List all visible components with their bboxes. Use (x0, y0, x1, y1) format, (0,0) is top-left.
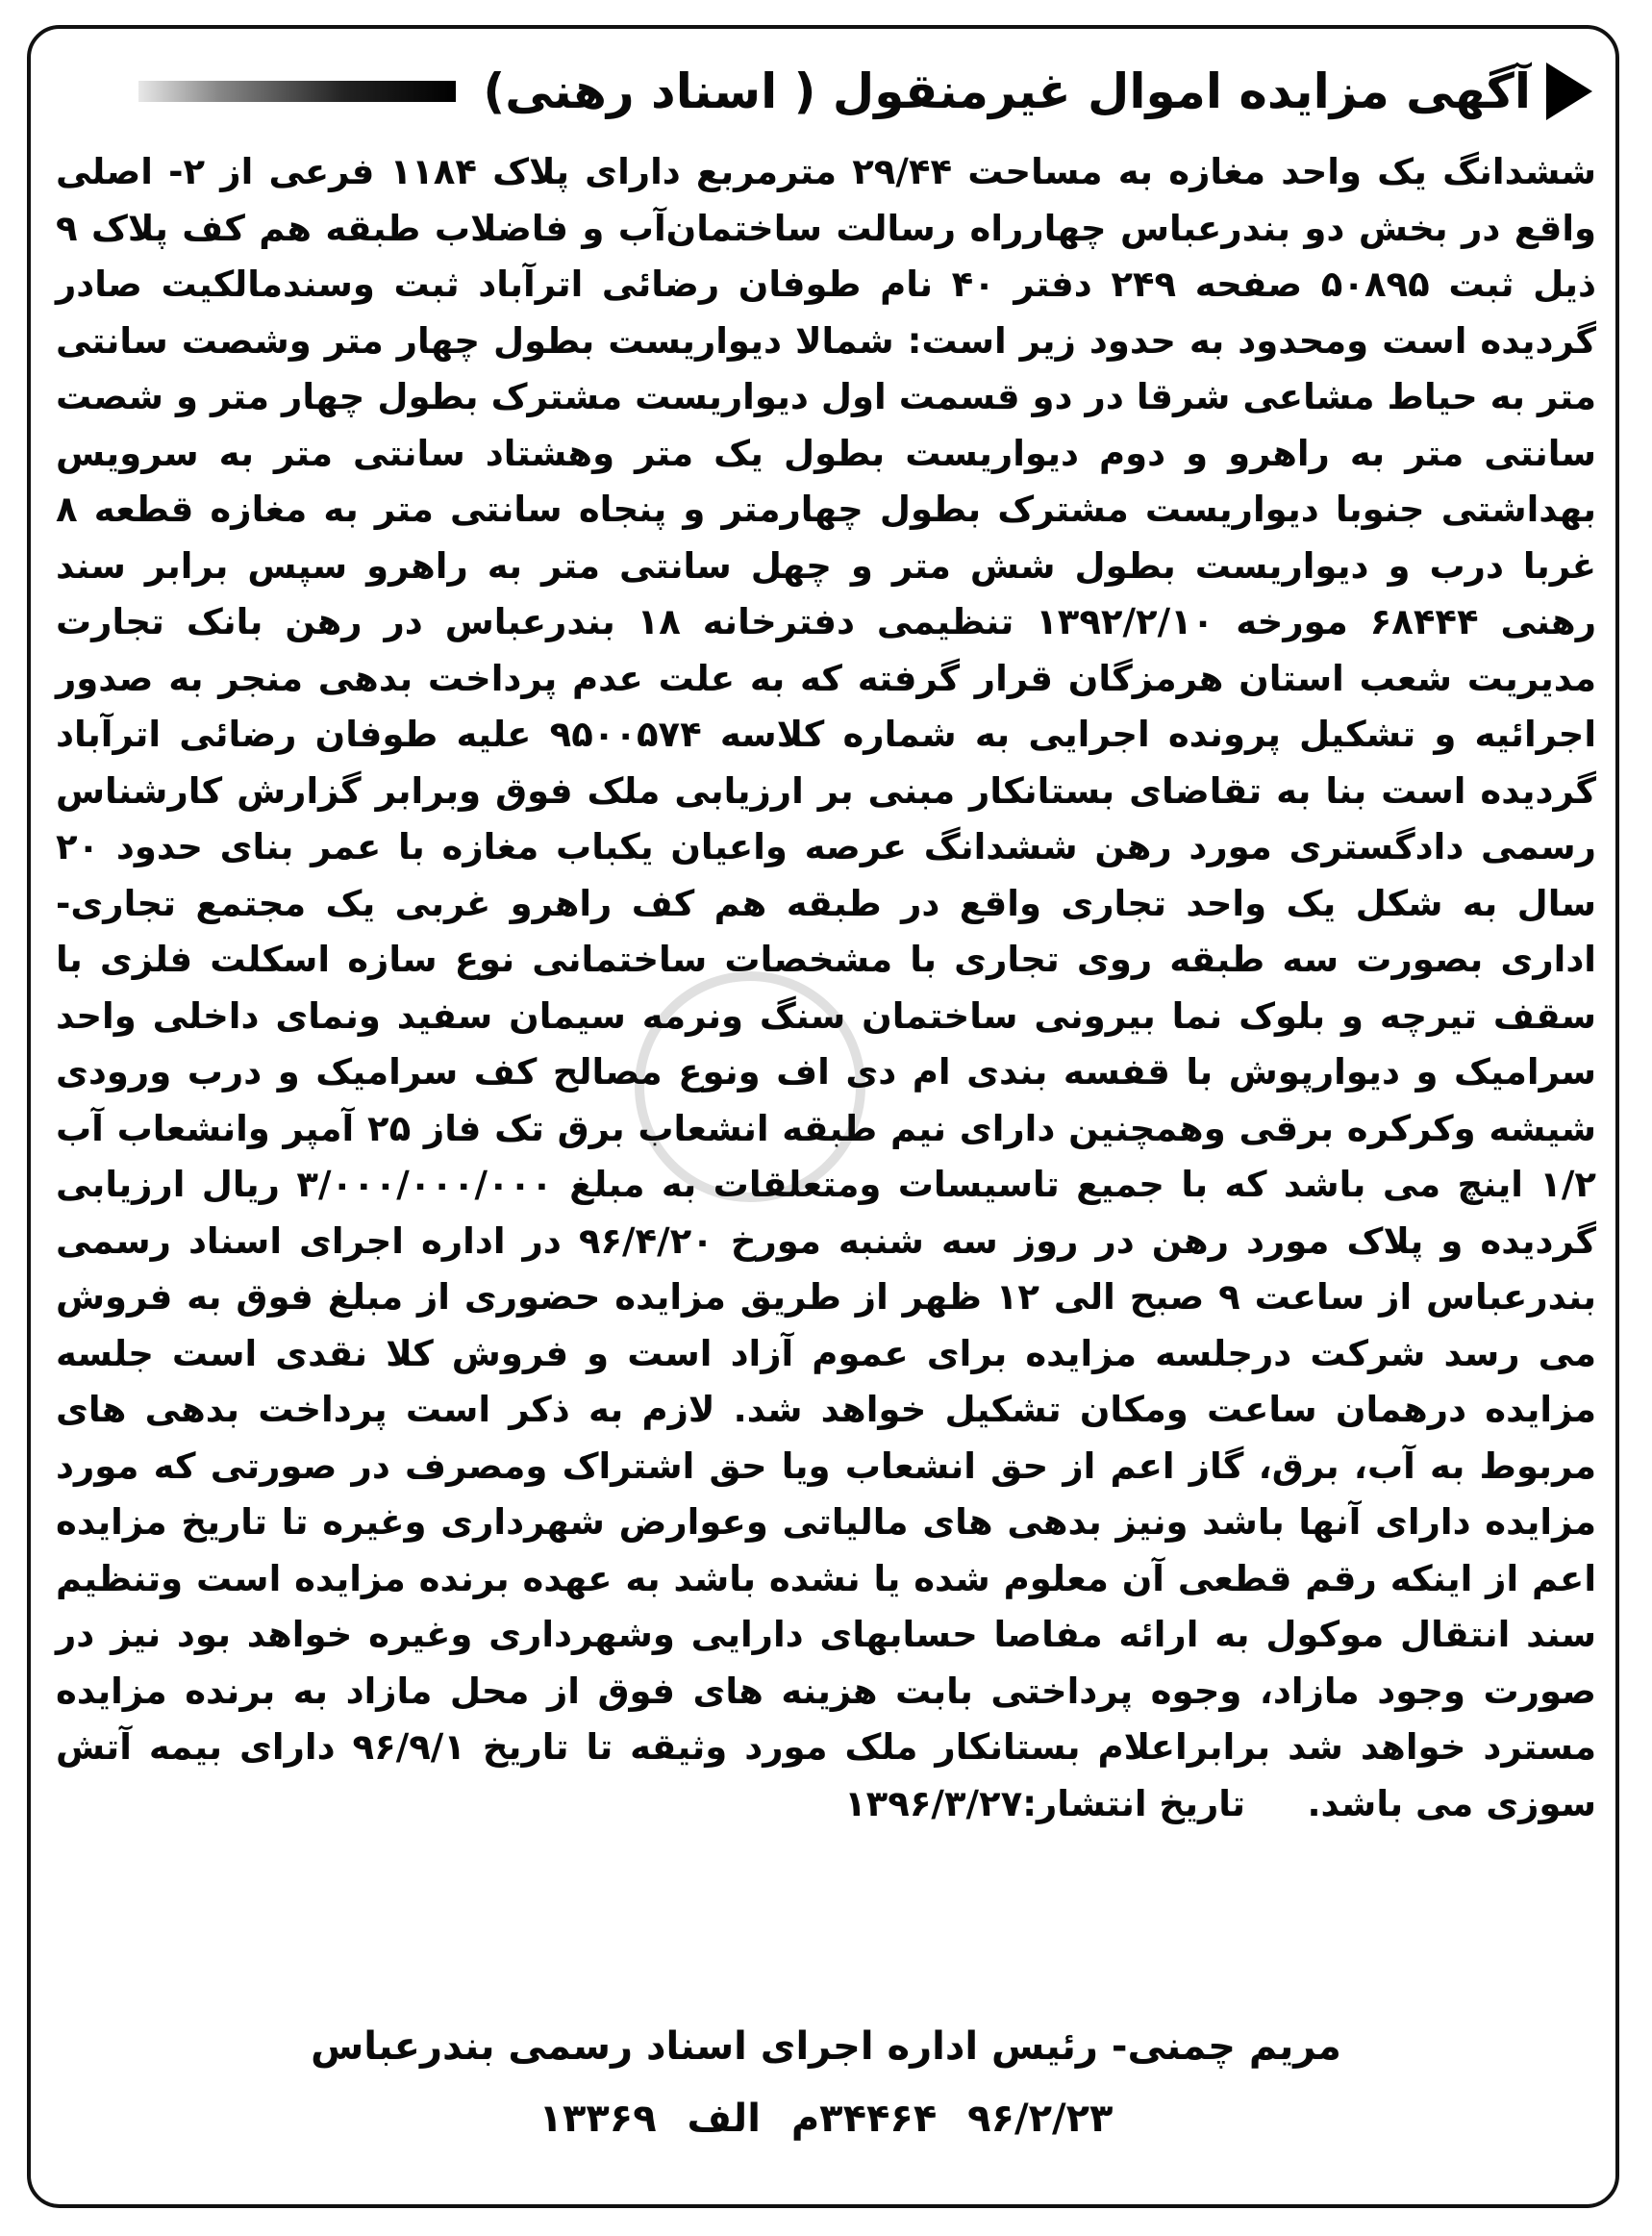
notice-header (60, 48, 1592, 135)
title-decoration-bar (138, 81, 456, 102)
footer-code: ۹۶/۲/۲۳ ۳۴۴۶۴م الف ۱۳۳۶۹ (538, 2097, 1114, 2141)
publish-date: تاریخ انتشار:۱۳۹۶/۳/۲۷ (844, 1782, 1246, 1824)
notice-body (56, 144, 1596, 1832)
arrow-icon (1546, 63, 1592, 120)
notice-title: آگهی مزایده اموال غیرمنقول ( اسناد رهنی) (483, 63, 1531, 119)
notice-body-text: ششدانگ یک واحد مغازه به مساحت ۲۹/۴۴ مترمربع دارای پلاک ۱۱۸۴ فرعی از ۲- اصلی واقع در بخش دو بندرعباس چهارراه رسالت ساختمان‌آب و فاضلاب طبقه هم کف پلاک ۹ ذیل ثبت ۵۰۸۹۵ صفحه ۲۴۹ دفتر ۴۰ نام طوفان رضائی اترآباد ثبت وسندمالکیت صادر گردیده است ومحدود به حدود زیر است: شمالا دیواریست بطول چهار متر وشصت سانتی متر به حیاط مشاعی شرقا در دو قسمت اول دیواریست مشترک بطول چهار متر و شصت سانتی متر به راهرو و دوم دیواریست بطول یک متر وهشتاد سانتی متر به سرویس بهداشتی جنوبا دیواریست مشترک بطول چهارمتر و پنجاه سانتی متر به مغازه قطعه ۸ غربا درب و دیواریست بطول شش متر و چهل سانتی متر به راهرو سپس برابر سند رهنی ۶۸۴۴۴ مورخه ۱۳۹۲/۲/۱۰ تنظیمی دفترخانه ۱۸ بندرعباس در رهن بانک تجارت مدیریت شعب استان هرمزگان قرار گرفته که به علت عدم پرداخت بدهی منجر به صدور اجرائیه و تشکیل پرونده اجرایی به شماره کلاسه ۹۵۰۰۵۷۴ علیه طوفان رضائی اترآباد گردیده است بنا به تقاضای بستانکار مبنی بر ارزیابی ملک فوق وبرابر گزارش کارشناس رسمی دادگستری مورد رهن ششدانگ عرصه واعیان یکباب مغازه با عمر بنای حدود ۲۰ سال به شکل یک واحد تجاری واقع در طبقه هم کف راهرو غربی یک مجتمع تجاری- اداری بصورت سه طبقه روی تجاری با مشخصات ساختمانی نوع سازه اسکلت فلزی با سقف تیرچه و بلوک نما بیرونی ساختمان سنگ ونرمه سیمان سفید ونمای داخلی واحد سرامیک و دیوارپوش با قفسه بندی ام دی اف ونوع مصالح کف سرامیک و درب ورودی شیشه وکرکره برقی وهمچنین دارای نیم طبقه انشعاب برق تک فاز ۲۵ آمپر وانشعاب آب ۱/۲ اینچ می باشد که با جمیع تاسیسات ومتعلقات به مبلغ ۳/۰۰۰/۰۰۰/۰۰۰ ریال ارزیابی گردیده و پلاک مورد رهن در روز سه شنبه مورخ ۹۶/۴/۲۰ در اداره اجرای اسناد رسمی بندرعباس از ساعت ۹ صبح الی ۱۲ ظهر از طریق مزایده حضوری از مبلغ فوق به فروش می رسد شرکت درجلسه مزایده برای عموم آزاد است و فروش کلا نقدی است جلسه مزایده درهمان ساعت ومکان تشکیل خواهد شد. لازم به ذکر است پرداخت بدهی های مربوط به آب، برق، گاز اعم از حق انشعاب ویا حق اشتراک ومصرف در صورتی که مورد مزایده دارای آنها باشد ونیز بدهی های مالیاتی وعوارض شهرداری وغیره تا تاریخ مزایده اعم از اینکه رقم قطعی آن معلوم شده یا نشده باشد به عهده برنده مزایده است وتنظیم سند انتقال موکول به ارائه مفاصا حسابهای دارایی وشهرداری وغیره خواهد بود نیز در صورت وجود مازاد، وجوه پرداختی بابت هزینه های فوق از محل مازاد به برنده مزایده مسترد خواهد شد برابراعلام بستانکار ملک مورد وثیقه تا تاریخ ۹۶/۹/۱ دارای بیمه آتش سوزی می باشد. (56, 151, 1597, 1824)
signature-line: مریم چمنی- رئیس اداره اجرای اسناد رسمی بندرعباس (311, 2024, 1341, 2069)
